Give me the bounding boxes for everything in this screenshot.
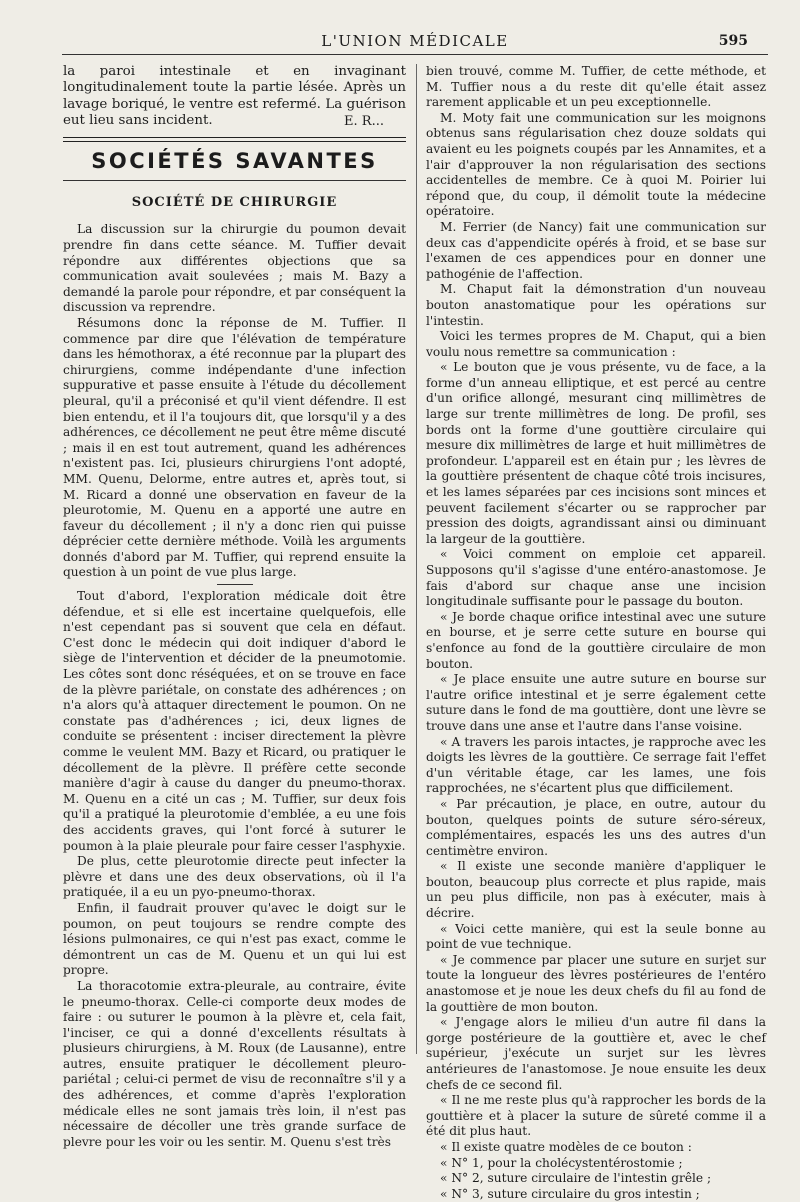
list-item: « N° 3, suture circulaire du gros intestin ; [440, 1186, 700, 1201]
paragraph: Voici les termes propres de M. Chaput, qui a bien voulu nous remettre sa communication : [426, 329, 766, 359]
journal-title: L'UNION MÉDICALE [321, 32, 509, 50]
quote-paragraph: « J'engage alors le milieu d'un autre fil dans la gorge postérieure de la gouttière et, avec le chef supérieur, j'exécute un surjet sur les lèvres antérieures de l'anastomose. Je noue ensuite les deux chefs de ce second fil. [426, 1015, 766, 1092]
quote-paragraph: « Je borde chaque orifice intestinal avec une suture en bourse, et je serre cette suture en bourse qui s'enfonce au fond de la gouttière circulaire de mon bouton. [426, 609, 766, 671]
intro-paragraph: la paroi intestinale et en invaginant longitudinalement toute la partie lésée. Après un lavage boriqué, le ventre est refermé. La guérison eut lieu sans incident. [63, 64, 406, 129]
left-column [63, 64, 407, 1149]
paragraph: M. Moty fait une communication sur les moignons obtenus sans régularisation chez douze soldats qui avaient eu les poignets coupés par les Annamites, et a l'air d'approuver la non régularisation des sections accidentelles de membre. Ce à quoi M. Poirier lui répond que, du coup, il démolit toute la médecine opératoire. [426, 110, 766, 219]
list-item: « N° 1, pour la cholécystentérostomie ; [440, 1155, 683, 1170]
quote-paragraph: « Il existe quatre modèles de ce bouton : [440, 1139, 692, 1154]
section-title: SOCIÉTÉS SAVANTES [91, 149, 378, 174]
paragraph: Résumons donc la réponse de M. Tuffier. Il commence par dire que l'élévation de température dans les hémothorax, a été reconnue par la plupart des chirurgiens, comme indépendante d'une infection suppurative et passe ensuite à l'étude du décollement pleural, qu'il a préconisé et qu'il vient défendre. Il est bien entendu, et il l'a toujours dit, que lorsqu'il y a des adhérences, ce décollement ne peut être même discuté ; mais il en est tout autrement, quand les adhérences n'existent pas. Ici, plusieurs chirurgiens l'ont adopté, MM. Quenu, Delorme, entre autres et, après tout, si M. Ricard a donné une observation en faveur de la pleurotomie, M. Quenu en a apporté une autre en faveur du décollement ; il n'y a donc rien qui puisse déprécier cette dernière méthode. Voilà les arguments donnés d'abord par M. Tuffier, qui reprend ensuite la question à un point de vue plus large. [63, 315, 406, 580]
quote-paragraph: « Par précaution, je place, en outre, autour du bouton, quelques points de suture séro-séreux, complémentaires, espacés les uns des autres d'un centimètre environ. [426, 796, 766, 858]
right-column [426, 64, 766, 1201]
paragraph: Tout d'abord, l'exploration médicale doit être défendue, et si elle est incertaine quelquefois, elle n'est cependant pas si souvent que cela en défaut. C'est donc le médecin qui doit indiquer d'abord le siège de l'intervention et décider de la pneumotomie. Les côtes sont donc réséquées, et on se trouve en face de la plèvre pariétale, on constate des adhérences ; on n'a alors qu'à attaquer directement le poumon. On ne constate pas d'adhérences ; ici, deux lignes de conduite se présentent : inciser directement la plèvre comme le veulent MM. Bazy et Ricard, ou pratiquer le décollement de la plèvre. Il préfère cette seconde manière d'agir à cause du danger du pneumo-thorax. M. Quenu en a cité un cas ; M. Tuffier, sur deux fois qu'il a pratiqué la pleurotomie d'emblée, a eu une fois des accidents graves, qui l'ont forcé à suturer le poumon à la plaie pleurale pour faire cesser l'asphyxie. [63, 589, 406, 853]
quote-paragraph: « A travers les parois intactes, je rapproche avec les doigts les lèvres de la gouttière. Ce serrage fait l'effet d'un véritable étage, car les lames, une fois rapprochées, ne s'écartent plus que difficilement. [426, 734, 766, 796]
short-divider [217, 584, 253, 585]
paragraph: M. Ferrier (de Nancy) fait une communication sur deux cas d'appendicite opérés à froid, et se base sur l'examen de ces appendices pour en donner une pathogénie de l'affection. [426, 219, 766, 281]
paragraph: M. Chaput fait la démonstration d'un nouveau bouton anastomatique pour les opérations sur l'intestin. [426, 282, 766, 328]
column-divider [416, 64, 417, 1054]
double-rule [63, 137, 406, 142]
paragraph: La thoracotomie extra-pleurale, au contraire, évite le pneumo-thorax. Celle-ci comporte deux modes de faire : ou suturer le poumon à la plèvre et, cela fait, l'inciser, ce qui a donné d'excellents résultats à plusieurs chirurgiens, à M. Roux (de Lausanne), entre autres, ensuite pratiquer le décollement pleuro-pariétal ; celui-ci permet de visu de reconnaître s'il y a des adhérences, et comme d'après l'exploration médicale elles ne sont jamais très loin, il n'est pas nécessaire de décoller une très grande surface de plevre pour les voir ou les sentir. M. Quenu s'est très [63, 978, 406, 1149]
subsection-title: SOCIÉTÉ DE CHIRURGIE [131, 194, 338, 210]
running-head [60, 28, 770, 54]
quote-paragraph: « Voici cette manière, qui est la seule bonne au point de vue technique. [426, 921, 766, 952]
header-rule [62, 54, 768, 55]
paragraph: La discussion sur la chirurgie du poumon devait prendre fin dans cette séance. M. Tuffier devait répondre aux différentes objections que sa communication avait soulevées ; mais M. Bazy a demandé la parole pour répondre, et par conséquent la discussion va reprendre. [63, 222, 407, 315]
page-number: 595 [718, 33, 748, 49]
paragraph: De plus, cette pleurotomie directe peut infecter la plèvre et dans une des deux observations, où il l'a pratiquée, il a eu un pyo-pneumo-thorax. [63, 854, 406, 900]
quote-paragraph: « Le bouton que je vous présente, vu de face, a la forme d'un anneau elliptique, et est percé au centre d'un orifice allongé, mesurant cinq millimètres de large sur trente millimètres de long. De profil, ses bords ont la forme d'une gouttière circulaire qui mesure dix millimètres de large et huit millimètres de profondeur. L'appareil est en étain pur ; les lèvres de la gouttière présentent de chaque côté trois incisures, et les lames séparées par ces incisions sont minces et peuvent facilement s'écarter ou se rapprocher par pression des doigts, agrandissant ainsi ou diminuant la largeur de la gouttière. [426, 360, 766, 546]
section-rule [63, 180, 406, 181]
quote-paragraph: « Voici comment on emploie cet appareil. Supposons qu'il s'agisse d'une entéro-anastomose. Je fais d'abord sur chaque anse une incision longitudinale suffisante pour le passage du bouton. [426, 547, 766, 609]
quote-paragraph: « Je commence par placer une suture en surjet sur toute la longueur des lèvres postérieures de l'entéro anastomose et je noue les deux chefs du fil au fond de la gouttière de mon bouton. [426, 952, 766, 1014]
quote-paragraph: « Il ne me reste plus qu'à rapprocher les bords de la gouttière et à placer la suture de sûreté comme il a été dit plus haut. [426, 1093, 766, 1139]
paragraph: bien trouvé, comme M. Tuffier, de cette méthode, et M. Tuffier nous a du reste dit qu'elle était assez rarement applicable et un peu exceptionnelle. [426, 64, 766, 110]
signature: E. R... [344, 113, 384, 129]
quote-paragraph: « Il existe une seconde manière d'appliquer le bouton, beaucoup plus correcte et plus rapide, mais un peu plus difficile, non pas à exécuter, mais à décrire. [426, 859, 766, 921]
list-item: « N° 2, suture circulaire de l'intestin grêle ; [440, 1171, 712, 1186]
quote-paragraph: « Je place ensuite une autre suture en bourse sur l'autre orifice intestinal et je serre également cette suture dans le fond de ma gouttière, dont une lèvre se trouve dans une anse et l'autre dans l'anse voisine. [426, 672, 766, 733]
paragraph: Enfin, il faudrait prouver qu'avec le doigt sur le poumon, on peut toujours se rendre compte des lésions pulmonaires, ce qui n'est pas exact, comme le démontrent un cas de M. Quenu et un qui lui est propre. [63, 900, 406, 978]
